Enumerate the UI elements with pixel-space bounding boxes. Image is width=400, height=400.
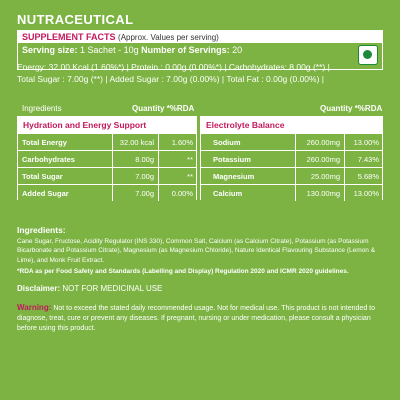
table-row [18, 184, 196, 201]
brand-title: NUTRACEUTICAL [17, 12, 134, 27]
mineral-rda: 13.00% [344, 185, 382, 201]
nutrient-rda: ** [158, 168, 196, 184]
nutrient-quantity: 32.00 kcal [112, 134, 158, 150]
serving-size-label: Serving size: [22, 45, 78, 55]
servings-value: 20 [232, 45, 243, 55]
nutrient-rda: ** [158, 151, 196, 167]
left-quantity-header [132, 104, 194, 113]
nutrient-name: Total Sugar [22, 171, 63, 181]
nutrient-quantity: 8.00g [112, 151, 158, 167]
nutrient-name: Added Sugar [22, 188, 69, 198]
mineral-quantity: 25.00mg [295, 168, 344, 184]
left-rda-label: *%RDA [166, 104, 195, 113]
nutrient-name: Total Energy [22, 137, 67, 147]
mineral-rda: 7.43% [344, 151, 382, 167]
disclaimer [17, 284, 162, 293]
disclaimer-label: Disclaimer: [17, 284, 61, 293]
warning-label: Warning: [17, 303, 52, 312]
servings-label: Number of Servings: [141, 45, 230, 55]
right-quantity-header [320, 104, 382, 113]
ingredients-text: Cane Sugar, Fructose, Acidity Regulator (INS 330), Common Salt, Calcium (as Calcium Citrate), Potassium (as Potassium Bicarbonate and Potassium Citrate), Magnesium (as Magnesium Chloride), Nature Identical Flavouring Substance (Lemon & Lime), and Monk Fruit Extract. [17, 238, 376, 264]
nutrient-quantity: 7.00g [112, 168, 158, 184]
warning [17, 302, 389, 334]
table-row [18, 167, 196, 184]
ingredients-section [17, 225, 387, 265]
mineral-rda: 5.68% [344, 168, 382, 184]
ingredients-column-header: Ingredients [22, 104, 62, 113]
mineral-rda: 13.00% [344, 134, 382, 150]
table-row [201, 133, 382, 150]
vegetarian-mark-icon [358, 45, 378, 65]
mineral-name: Sodium [213, 137, 241, 147]
table-row [201, 184, 382, 201]
table-row [201, 150, 382, 167]
mineral-name: Magnesium [213, 171, 255, 181]
nutrient-rda: 0.00% [158, 185, 196, 201]
nutrient-name: Carbohydrates [22, 154, 75, 164]
mineral-quantity: 130.00mg [295, 185, 344, 201]
rda-footnote: *RDA as per Food Safety and Standards (Labelling and Display) Regulation 2020 and ICMR 2020 guidelines. [17, 268, 349, 275]
supplement-facts-subtitle: (Approx. Values per serving) [118, 33, 219, 42]
nutrition-summary-line-2: Total Sugar : 7.00g (**) | Added Sugar : 7.00g (0.00%) | Total Fat : 0.00g (0.00%) | [17, 74, 324, 84]
nutrition-summary-line-1: Energy: 32.00 Kcal (1.60%*) | Protein : 0.00g (0.00%*) | Carbohydrates: 8.00g (**) | [17, 62, 330, 72]
mineral-name: Calcium [213, 188, 243, 198]
nutrient-quantity: 7.00g [112, 185, 158, 201]
left-quantity-label: Quantity [132, 104, 165, 113]
electrolyte-panel-title: Electrolyte Balance [206, 120, 285, 130]
hydration-energy-panel [17, 116, 197, 200]
supplement-facts-title: SUPPLEMENT FACTS [22, 32, 116, 42]
right-rda-label: *%RDA [354, 104, 383, 113]
table-row [18, 150, 196, 167]
nutrient-rda: 1.60% [158, 134, 196, 150]
right-quantity-label: Quantity [320, 104, 353, 113]
table-row [201, 167, 382, 184]
table-row [18, 133, 196, 150]
disclaimer-text: NOT FOR MEDICINAL USE [62, 284, 163, 293]
warning-text: Not to exceed the stated daily recommended usage. Not for medical use. This product is not intended to diagnose, treat, cure or prevent any diseases. If pregnant, nursing or under medication, please consult a physician before using this product. [17, 305, 375, 333]
electrolyte-balance-panel [200, 116, 383, 200]
mineral-quantity: 260.00mg [295, 134, 344, 150]
hydration-panel-title: Hydration and Energy Support [23, 120, 147, 130]
mineral-quantity: 260.00mg [295, 151, 344, 167]
ingredients-label: Ingredients: [17, 225, 66, 235]
vegetarian-dot [363, 50, 372, 59]
mineral-name: Potassium [213, 154, 251, 164]
supplement-facts-header [18, 31, 382, 43]
serving-info [22, 45, 242, 55]
serving-size-value: 1 Sachet - 10g [80, 45, 139, 55]
